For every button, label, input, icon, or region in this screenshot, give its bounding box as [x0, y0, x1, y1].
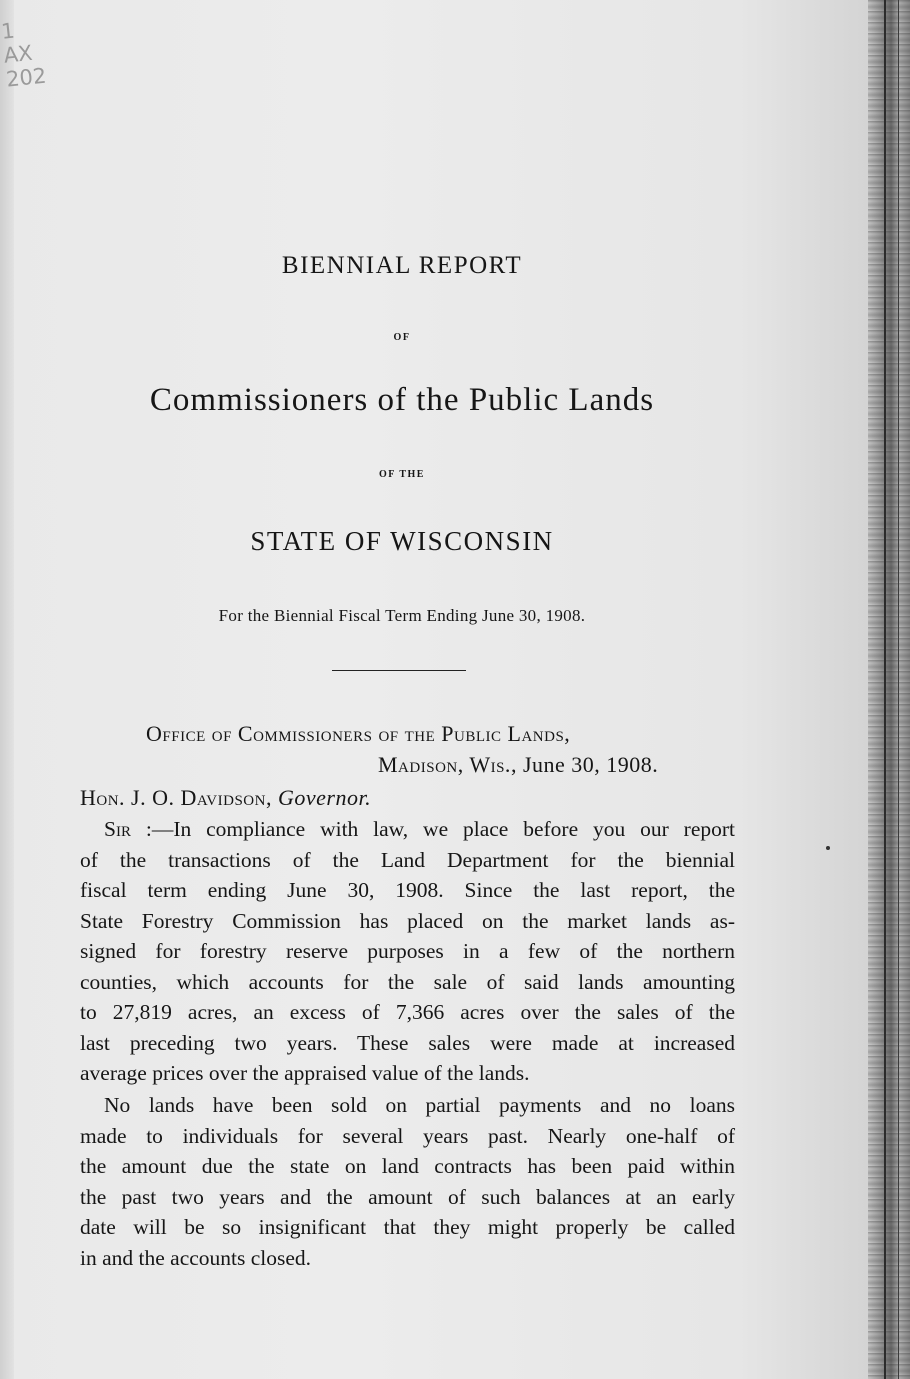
title-connector-of-the: OF THE: [379, 469, 425, 480]
addressee-name: Hon. J. O. Davidson,: [80, 785, 272, 810]
report-title: BIENNIAL REPORT: [281, 252, 523, 279]
letter-paragraph-2: [80, 1090, 735, 1273]
margin-note-line: AX: [2, 40, 34, 68]
margin-note-line: 1: [0, 18, 16, 44]
paragraph-line: fiscal term ending June 30, 1908. Since the last report, the: [80, 878, 735, 902]
paragraph-line: No lands have been sold on partial payments and no loans: [104, 1093, 735, 1117]
section-divider: [332, 670, 466, 671]
paragraph-line: the past two years and the amount of such balances at an early: [80, 1184, 735, 1209]
paragraph-line: [80, 814, 735, 845]
paragraph-line: signed for forestry reserve purposes in a few of the northern: [80, 939, 735, 963]
letter-place: Madison, Wis.: [378, 752, 511, 777]
paragraph-line: State Forestry Commission has placed on the market lands as-: [80, 908, 735, 933]
letter-addressee: [80, 785, 371, 811]
salutation: Sir: [104, 817, 131, 841]
print-speck: [826, 846, 830, 850]
paragraph-line: counties, which accounts for the sale of said lands amounting: [80, 969, 735, 994]
title-connector-of: OF: [393, 332, 411, 343]
paragraph-line: of the transactions of the Land Department for the biennial: [80, 847, 735, 872]
letter-place-date: [378, 752, 658, 778]
letter-office-heading: Office of Commissioners of the Public Lands,: [146, 721, 571, 746]
fiscal-term-line: For the Biennial Fiscal Term Ending June 30, 1908.: [218, 606, 586, 625]
margin-note-line: 202: [5, 63, 48, 92]
letter-date: , June 30, 1908.: [510, 752, 659, 777]
paragraph-line: last preceding two years. These sales were made at increased: [80, 1030, 735, 1055]
paragraph-line: the amount due the state on land contracts has been paid within: [80, 1154, 735, 1178]
paragraph-line: in and the accounts closed.: [80, 1245, 312, 1270]
page-left-edge: [0, 0, 14, 1379]
report-subtitle: Commissioners of the Public Lands: [149, 382, 655, 418]
letter-paragraph-1: [80, 814, 735, 1089]
paragraph-line: average prices over the appraised value of the lands.: [80, 1061, 530, 1085]
book-binding-edge: [868, 0, 910, 1379]
paragraph-line: made to individuals for several years past. Nearly one-half of: [80, 1123, 735, 1148]
margin-handwritten-note: [0, 15, 51, 91]
paragraph-line-text: :—In compliance with law, we place before you our report: [130, 817, 735, 841]
state-name: STATE OF WISCONSIN: [250, 526, 554, 556]
paragraph-line: to 27,819 acres, an excess of 7,366 acres over the sales of the: [80, 1000, 735, 1024]
paragraph-line: date will be so insignificant that they might properly be called: [80, 1215, 735, 1239]
addressee-title: Governor.: [277, 785, 372, 810]
